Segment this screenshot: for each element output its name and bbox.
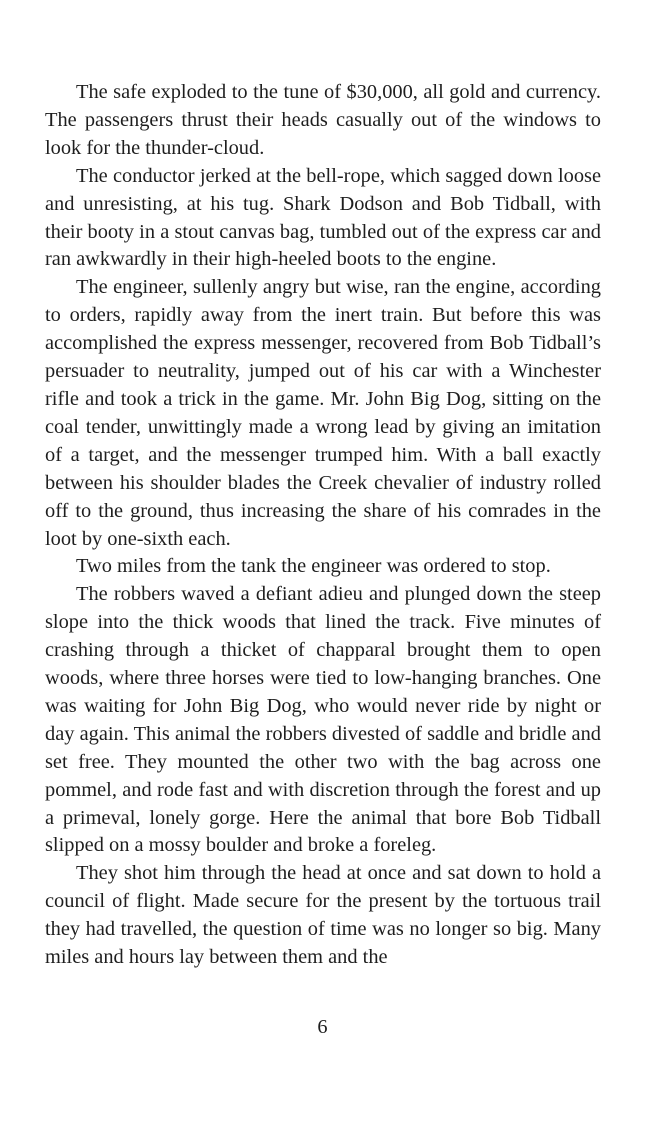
page-number: 6 — [317, 1016, 328, 1038]
paragraph-6: They shot him through the head at once and sat down to hold a council of flight. Made secure for the present by the tortuous trail they had travelled, the question of time was no longer so big. Many miles and hours lay between them and the — [45, 862, 601, 969]
paragraph-3: The engineer, sullenly angry but wise, ran the engine, according to orders, rapidly away from the inert train. But before this was accomplished the express messenger, recovered from Bob Tidball’s persuader to neutrality, jumped out of his car with a Winchester rifle and took a trick in the game. Mr. John Big Dog, sitting on the coal tender, unwittingly made a wrong lead by giving an imitation of a target, and the messenger trumped him. With a ball exactly between his shoulder blades the Creek chevalier of industry rolled off to the ground, thus increasing the share of his comrades in the loot by one-sixth each. — [45, 276, 601, 550]
paragraph-1: The safe exploded to the tune of $30,000, all gold and currency. The passengers thrust their heads casually out of the windows to look for the thunder-cloud. — [45, 81, 601, 159]
paragraph-4: Two miles from the tank the engineer was ordered to stop. — [76, 555, 551, 578]
paragraph-2: The conductor jerked at the bell-rope, which sagged down loose and unresisting, at his tug. Shark Dodson and Bob Tidball, with their booty in a stout canvas bag, tumbled out of the express car and ran awkwardly in their high-heeled boots to the engine. — [45, 164, 601, 271]
paragraph-5: The robbers waved a defiant adieu and plunged down the steep slope into the thick woods that lined the track. Five minutes of crashing through a thicket of chapparal brought them to open woods, where three horses were tied to low-hanging branches. One was waiting for John Big Dog, who would never ride by night or day again. This animal the robbers divested of saddle and bridle and set free. They mounted the other two with the bag across one pommel, and rode fast and with discretion through the forest and up a primeval, lonely gorge. Here the animal that bore Bob Tidball slipped on a mossy boulder and broke a foreleg. — [45, 583, 601, 857]
page-body — [45, 79, 601, 972]
